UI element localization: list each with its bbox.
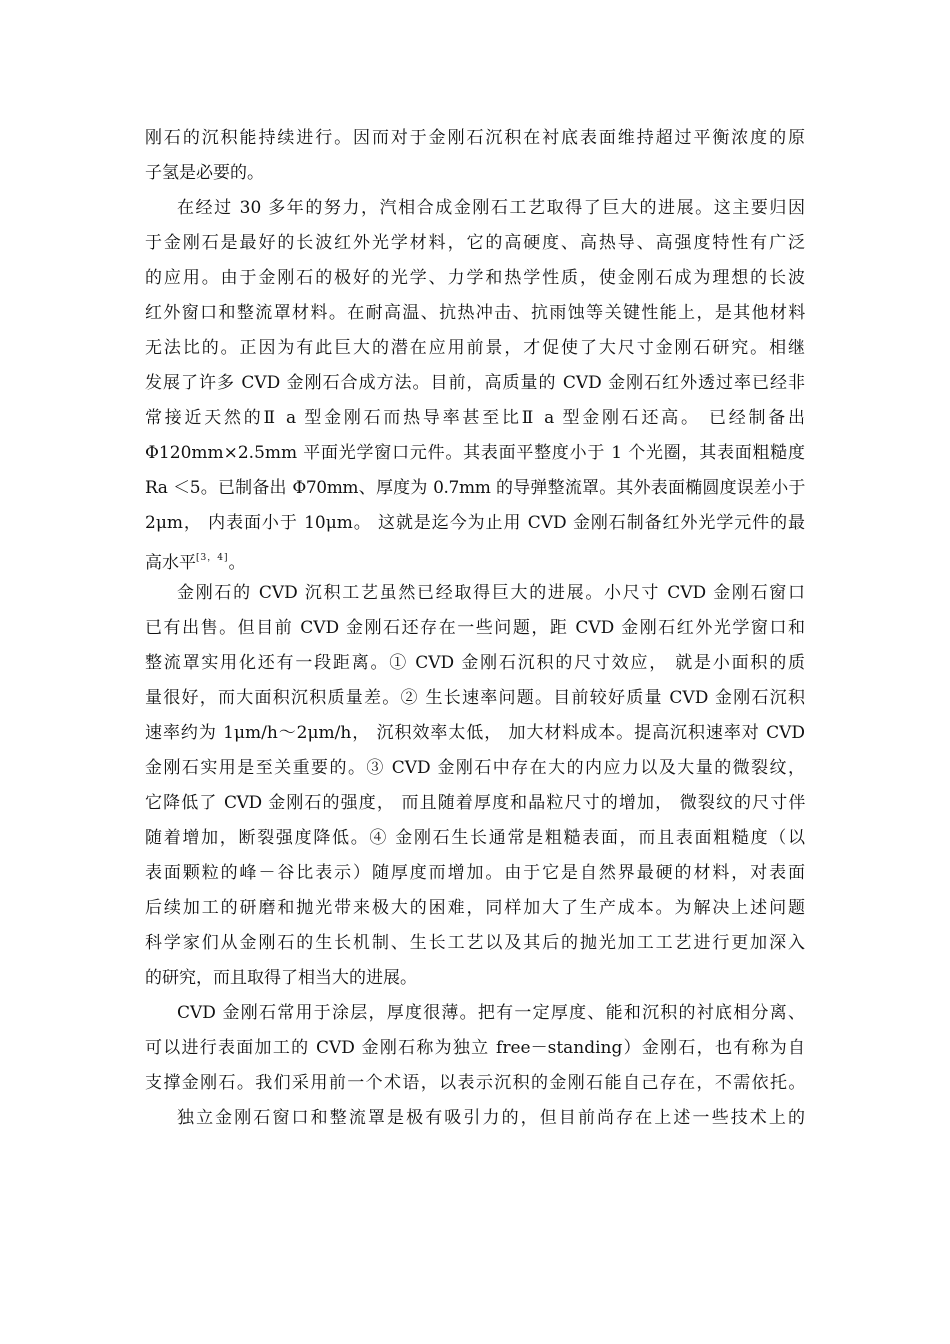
text-line: 金刚石的 CVD 沉积工艺虽然已经取得巨大的进展。小尺寸 CVD 金刚石窗口 <box>177 583 805 603</box>
text-line: 整流罩实用化还有一段距离。① CVD 金刚石沉积的尺寸效应， 就是小面积的质 <box>145 653 805 673</box>
text-segment: 高水平 <box>145 553 196 573</box>
text-line: 量很好，而大面积沉积质量差。② 生长速率问题。目前较好质量 CVD 金刚石沉积 <box>145 688 805 708</box>
text-line: 速率约为 1μm/h～2μm/h， 沉积效率太低， 加大材料成本。提高沉积速率对 CVD <box>145 723 805 743</box>
text-line: 可以进行表面加工的 CVD 金刚石称为独立 free－standing）金刚石，也有称为自 <box>145 1038 805 1058</box>
text-line: Ra ＜5。已制备出 Φ70mm、厚度为 0.7mm 的导弹整流罩。其外表面椭圆度误差小于 <box>145 478 805 498</box>
text-line: 表面颗粒的峰－谷比表示）随厚度而增加。由于它是自然界最硬的材料，对表面 <box>145 863 805 883</box>
text-line: 金刚石实用是至关重要的。③ CVD 金刚石中存在大的内应力以及大量的微裂纹， <box>145 758 805 778</box>
text-line-with-citation <box>145 548 805 573</box>
text-line: 的应用。由于金刚石的极好的光学、力学和热学性质，使金刚石成为理想的长波 <box>145 268 805 288</box>
text-line: 随着增加，断裂强度降低。④ 金刚石生长通常是粗糙表面，而且表面粗糙度（以 <box>145 828 805 848</box>
text-line: 它降低了 CVD 金刚石的强度， 而且随着厚度和晶粒尺寸的增加， 微裂纹的尺寸伴 <box>145 793 805 813</box>
text-line: 后续加工的研磨和抛光带来极大的困难，同样加大了生产成本。为解决上述问题 <box>145 898 805 918</box>
text-line: 无法比的。正因为有此巨大的潜在应用前景，才促使了大尺寸金刚石研究。相继 <box>145 338 805 358</box>
text-line: 2μm， 内表面小于 10μm。 这就是迄今为止用 CVD 金刚石制备红外光学元件的最 <box>145 513 805 533</box>
text-line: 常接近天然的Ⅱ a 型金刚石而热导率甚至比Ⅱ a 型金刚石还高。 已经制备出 <box>145 408 805 428</box>
text-line: 科学家们从金刚石的生长机制、生长工艺以及其后的抛光加工工艺进行更加深入 <box>145 933 805 953</box>
citation-reference: [3，4] <box>196 553 229 563</box>
text-line: 于金刚石是最好的长波红外光学材料，它的高硬度、高热导、高强度特性有广泛 <box>145 233 805 253</box>
text-line: Φ120mm×2.5mm 平面光学窗口元件。其表面平整度小于 1 个光圈，其表面粗糙度 <box>145 443 805 463</box>
text-line: 发展了许多 CVD 金刚石合成方法。目前，高质量的 CVD 金刚石红外透过率已经非 <box>145 373 805 393</box>
text-line: 红外窗口和整流罩材料。在耐高温、抗热冲击、抗雨蚀等关键性能上，是其他材料 <box>145 303 805 323</box>
text-line: 在经过 30 多年的努力，汽相合成金刚石工艺取得了巨大的进展。这主要归因 <box>177 198 805 218</box>
text-line: 子氢是必要的。 <box>145 163 264 183</box>
text-segment: 。 <box>228 553 246 573</box>
text-line: 的研究，而且取得了相当大的进展。 <box>145 968 417 988</box>
text-line: 已有出售。但目前 CVD 金刚石还存在一些问题，距 CVD 金刚石红外光学窗口和 <box>145 618 805 638</box>
text-line: CVD 金刚石常用于涂层，厚度很薄。把有一定厚度、能和沉积的衬底相分离、 <box>177 1003 805 1023</box>
text-line: 独立金刚石窗口和整流罩是极有吸引力的，但目前尚存在上述一些技术上的 <box>177 1108 805 1128</box>
text-line: 刚石的沉积能持续进行。因而对于金刚石沉积在衬底表面维持超过平衡浓度的原 <box>145 128 805 148</box>
text-line: 支撑金刚石。我们采用前一个术语，以表示沉积的金刚石能自己存在，不需依托。 <box>145 1073 805 1093</box>
